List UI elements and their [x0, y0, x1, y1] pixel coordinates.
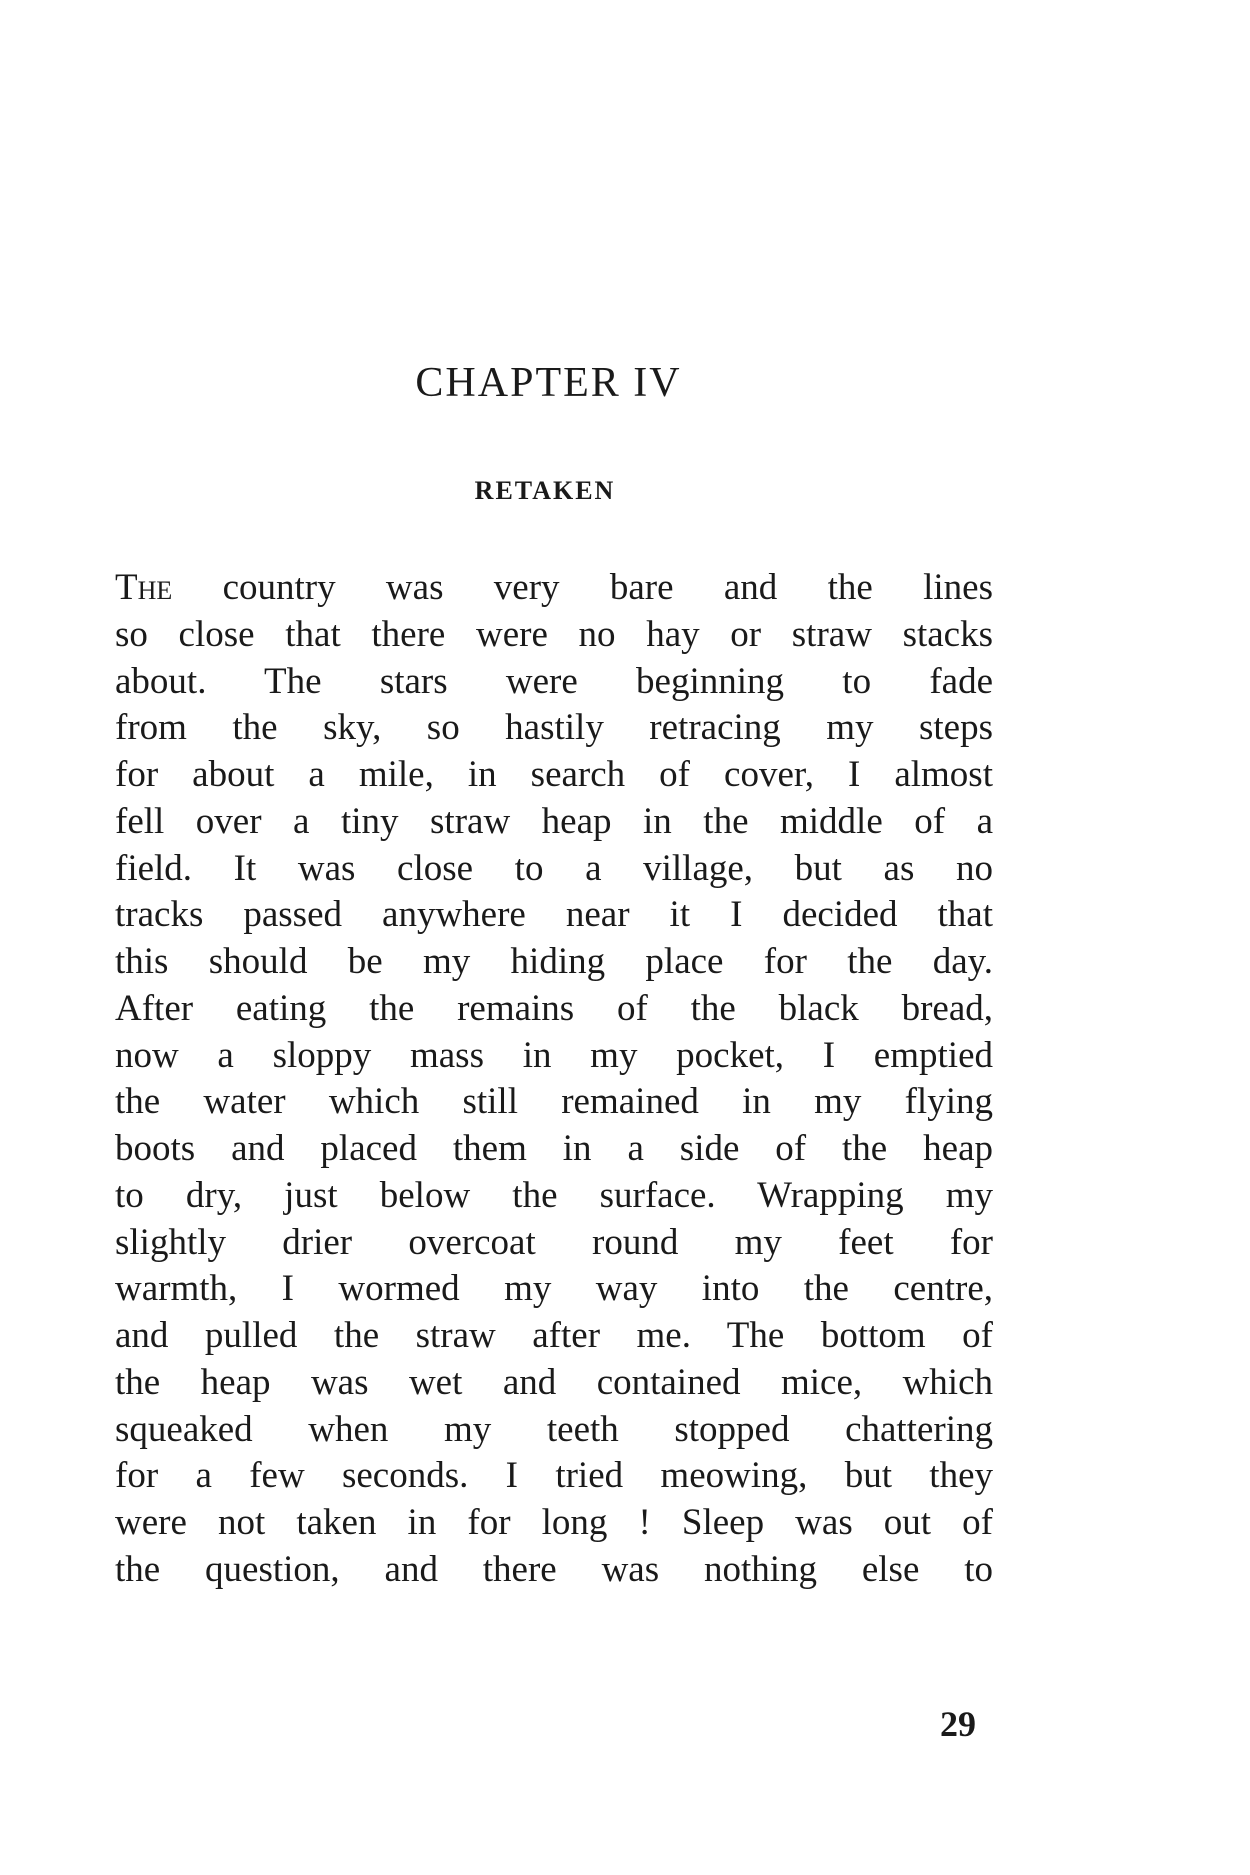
text-line: the heap was wet and contained mice, which [115, 1361, 993, 1403]
chapter-subtitle: RETAKEN [474, 476, 616, 505]
text-line: After eating the remains of the black bread, [115, 987, 993, 1029]
text-line [115, 565, 993, 612]
text-line: to dry, just below the surface. Wrapping my [115, 1174, 993, 1216]
text-line: the water which still remained in my flying [115, 1081, 993, 1123]
text-line: about. The stars were beginning to fade [115, 660, 993, 702]
text-line: this should be my hiding place for the day. [115, 941, 993, 982]
text-line: the question, and there was nothing else to [115, 1548, 993, 1590]
text-line: now a sloppy mass in my pocket, I emptied [115, 1034, 993, 1076]
text-line: for a few seconds. I tried meowing, but they [115, 1455, 993, 1497]
text-line: so close that there were no hay or straw stacks [115, 613, 993, 655]
text-line: tracks passed anywhere near it I decided that [115, 894, 993, 936]
text-line: warmth, I wormed my way into the centre, [115, 1268, 993, 1310]
text-line: field. It was close to a village, but as no [115, 847, 993, 889]
text-line: for about a mile, in search of cover, I almost [115, 754, 993, 795]
text-line: boots and placed them in a side of the heap [115, 1128, 993, 1169]
page-number: 29 [940, 1704, 976, 1744]
text-line: and pulled the straw after me. The bottom of [115, 1315, 993, 1356]
first-line-rest: country was very bare and the lines [172, 567, 993, 608]
text-line: from the sky, so hastily retracing my steps [115, 707, 993, 749]
text-line: fell over a tiny straw heap in the middle of a [115, 800, 993, 842]
body-text [115, 565, 993, 1594]
chapter-heading: CHAPTER IV [415, 360, 682, 406]
text-line: squeaked when my teeth stopped chattering [115, 1408, 993, 1450]
text-line: were not taken in for long ! Sleep was out of [115, 1502, 993, 1543]
text-line: slightly drier overcoat round my feet for [115, 1221, 993, 1263]
drop-word: The [115, 567, 173, 608]
